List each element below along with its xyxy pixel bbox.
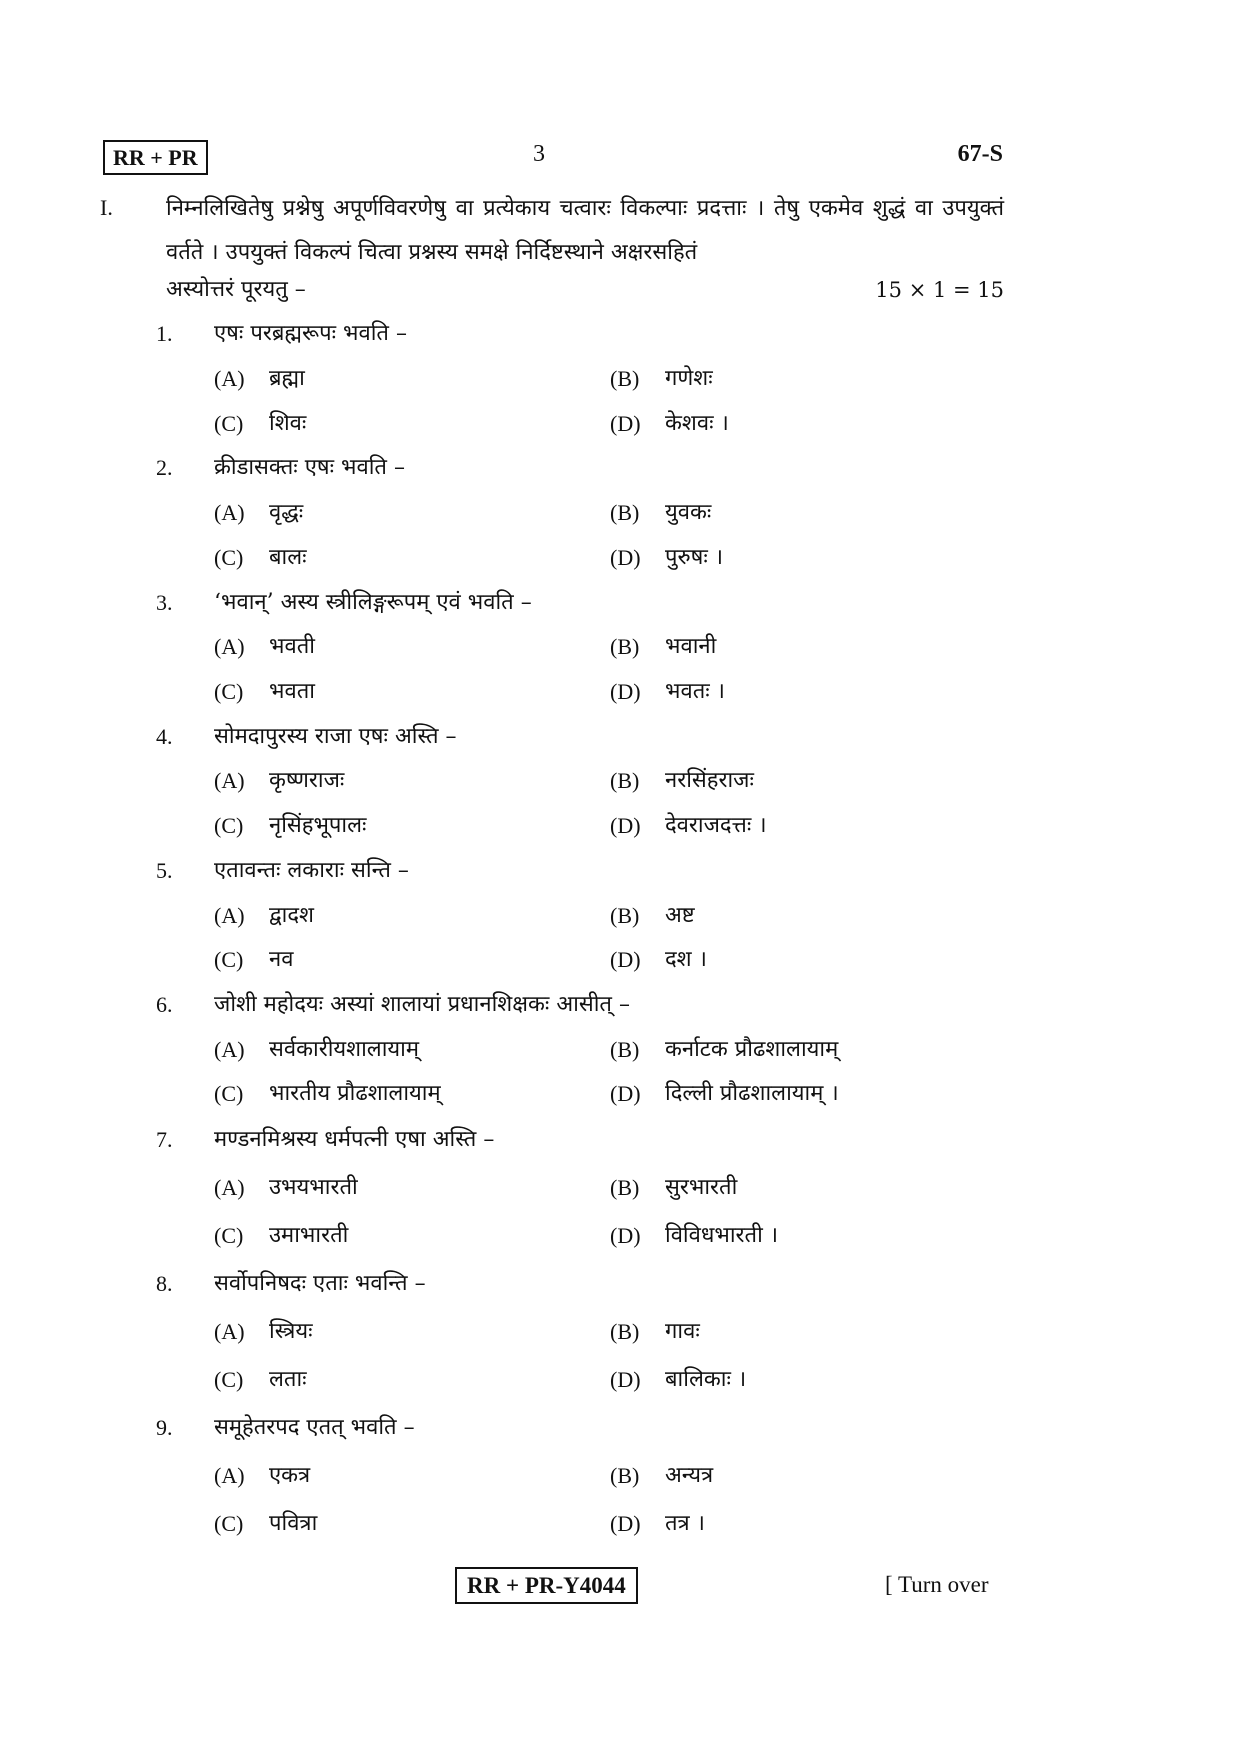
option-value: बालः — [269, 545, 307, 570]
page-number: 3 — [533, 141, 545, 167]
header-code-box: RR + PR — [103, 140, 208, 175]
instruction-last-text: अस्योत्तरं पूरयतु – — [166, 277, 306, 302]
section-instruction: निम्नलिखितेषु प्रश्नेषु अपूर्णविवरणेषु वा प्रत्येकाय चत्वारः विकल्पाः प्रदत्ताः । तेषु एकमेव शुद्धं वा उपयुक्तं वर्तते । उपयुक्तं विकल्पं चित्वा प्रश्नस्य समक्षे निर्दिष्टस्थाने अक्षरसहितं — [166, 196, 1004, 265]
option-value: दश । — [665, 947, 707, 972]
question-text: ‘भवान्’ अस्य स्त्रीलिङ्गरूपम् एवं भवति – — [214, 590, 532, 615]
option-value: विविधभारती । — [665, 1223, 779, 1248]
paper-code: 67-S — [957, 141, 1003, 167]
option-label: (B) — [610, 1319, 640, 1344]
option-label: (B) — [610, 1463, 640, 1488]
question-stem — [0, 1120, 1241, 1160]
question-text: एषः परब्रह्मरूपः भवति – — [214, 321, 407, 346]
option-label: (B) — [610, 768, 640, 793]
option-value: नव — [269, 947, 294, 972]
option-label: (C) — [214, 679, 244, 704]
option-label: (D) — [610, 545, 641, 570]
option-value: लताः — [269, 1367, 307, 1392]
option-value: दिल्ली प्रौढशालायाम् । — [665, 1081, 839, 1106]
option-label: (C) — [214, 1223, 244, 1248]
option-value: देवराजदत्तः । — [665, 813, 767, 838]
option-value: भवती — [269, 634, 315, 659]
option-value: पवित्रा — [269, 1511, 318, 1536]
section-marks: 15 × 1 = 15 — [875, 278, 1004, 302]
footer-code-box: RR + PR-Y4044 — [455, 1567, 638, 1604]
option-label: (B) — [610, 634, 640, 659]
question-number: 9. — [156, 1415, 173, 1440]
option-label: (B) — [610, 1037, 640, 1062]
question-number: 6. — [156, 992, 173, 1017]
option-value: भारतीय प्रौढशालायाम् — [269, 1081, 441, 1106]
option-value: भवतः । — [665, 679, 726, 704]
question-stem — [0, 314, 1241, 354]
question-stem — [0, 851, 1241, 891]
option-label: (C) — [214, 947, 244, 972]
option-value: अष्ट — [665, 903, 695, 928]
question-text: मण्डनमिश्रस्य धर्मपत्नी एषा अस्ति – — [214, 1127, 495, 1152]
option-value: भवता — [269, 679, 315, 704]
option-value: एकत्र — [269, 1463, 311, 1488]
option-value: पुरुषः । — [665, 545, 724, 570]
option-value: केशवः । — [665, 411, 729, 436]
option-label: (C) — [214, 813, 244, 838]
page-header — [103, 140, 1003, 176]
option-label: (A) — [214, 1037, 245, 1062]
option-label: (B) — [610, 1175, 640, 1200]
question-stem — [0, 583, 1241, 623]
option-label: (B) — [610, 366, 640, 391]
option-value: द्वादश — [269, 903, 314, 928]
question-stem — [0, 985, 1241, 1025]
question-number: 1. — [156, 321, 173, 346]
option-value: सुरभारती — [665, 1175, 738, 1200]
question-text: समूहेतरपद एतत् भवति – — [214, 1415, 415, 1440]
question-stem — [0, 1408, 1241, 1448]
option-value: तत्र । — [665, 1511, 706, 1536]
option-label: (D) — [610, 1511, 641, 1536]
question-text: सर्वोपनिषदः एताः भवन्ति – — [214, 1271, 426, 1296]
question-stem — [0, 1264, 1241, 1304]
option-label: (D) — [610, 1367, 641, 1392]
option-value: अन्यत्र — [665, 1463, 714, 1488]
question-number: 8. — [156, 1271, 173, 1296]
question-number: 2. — [156, 455, 173, 480]
option-label: (A) — [214, 1463, 245, 1488]
option-value: उमाभारती — [269, 1223, 349, 1248]
option-label: (A) — [214, 768, 245, 793]
question-text: जोशी महोदयः अस्यां शालायां प्रधानशिक्षकः आसीत् – — [214, 992, 630, 1017]
option-value: नृसिंहभूपालः — [269, 813, 367, 838]
option-label: (D) — [610, 813, 641, 838]
question-number: 5. — [156, 858, 173, 883]
question-stem — [0, 448, 1241, 488]
section-number: I. — [100, 195, 113, 220]
option-value: बालिकाः । — [665, 1367, 747, 1392]
question-text: सोमदापुरस्य राजा एषः अस्ति – — [214, 724, 457, 749]
option-value: युवकः — [665, 500, 712, 525]
question-text: एतावन्तः लकाराः सन्ति – — [214, 858, 409, 883]
option-label: (D) — [610, 1223, 641, 1248]
option-label: (C) — [214, 545, 244, 570]
option-value: ब्रह्मा — [269, 366, 305, 391]
option-label: (C) — [214, 411, 244, 436]
option-label: (D) — [610, 1081, 641, 1106]
option-label: (C) — [214, 1367, 244, 1392]
option-label: (C) — [214, 1511, 244, 1536]
question-text: क्रीडासक्तः एषः भवति – — [214, 455, 405, 480]
option-label: (B) — [610, 500, 640, 525]
option-value: शिवः — [269, 411, 307, 436]
section-instruction-last-line — [166, 270, 1004, 310]
option-label: (C) — [214, 1081, 244, 1106]
question-number: 4. — [156, 724, 173, 749]
option-label: (D) — [610, 679, 641, 704]
option-label: (A) — [214, 634, 245, 659]
option-value: गणेशः — [665, 366, 713, 391]
option-value: भवानी — [665, 634, 717, 659]
turn-over-note: [ Turn over — [885, 1572, 989, 1597]
option-label: (D) — [610, 947, 641, 972]
option-label: (D) — [610, 411, 641, 436]
option-label: (A) — [214, 1319, 245, 1344]
option-value: स्त्रियः — [269, 1319, 313, 1344]
option-label: (B) — [610, 903, 640, 928]
option-value: कर्नाटक प्रौढशालायाम् — [665, 1037, 839, 1062]
option-value: सर्वकारीयशालायाम् — [269, 1037, 420, 1062]
option-value: नरसिंहराजः — [665, 768, 754, 793]
option-value: वृद्धः — [269, 500, 304, 525]
question-number: 3. — [156, 590, 173, 615]
option-value: गावः — [665, 1319, 700, 1344]
option-label: (A) — [214, 903, 245, 928]
option-label: (A) — [214, 366, 245, 391]
option-value: उभयभारती — [269, 1175, 358, 1200]
option-value: कृष्णराजः — [269, 768, 345, 793]
question-stem — [0, 717, 1241, 757]
option-label: (A) — [214, 1175, 245, 1200]
option-label: (A) — [214, 500, 245, 525]
question-number: 7. — [156, 1127, 173, 1152]
